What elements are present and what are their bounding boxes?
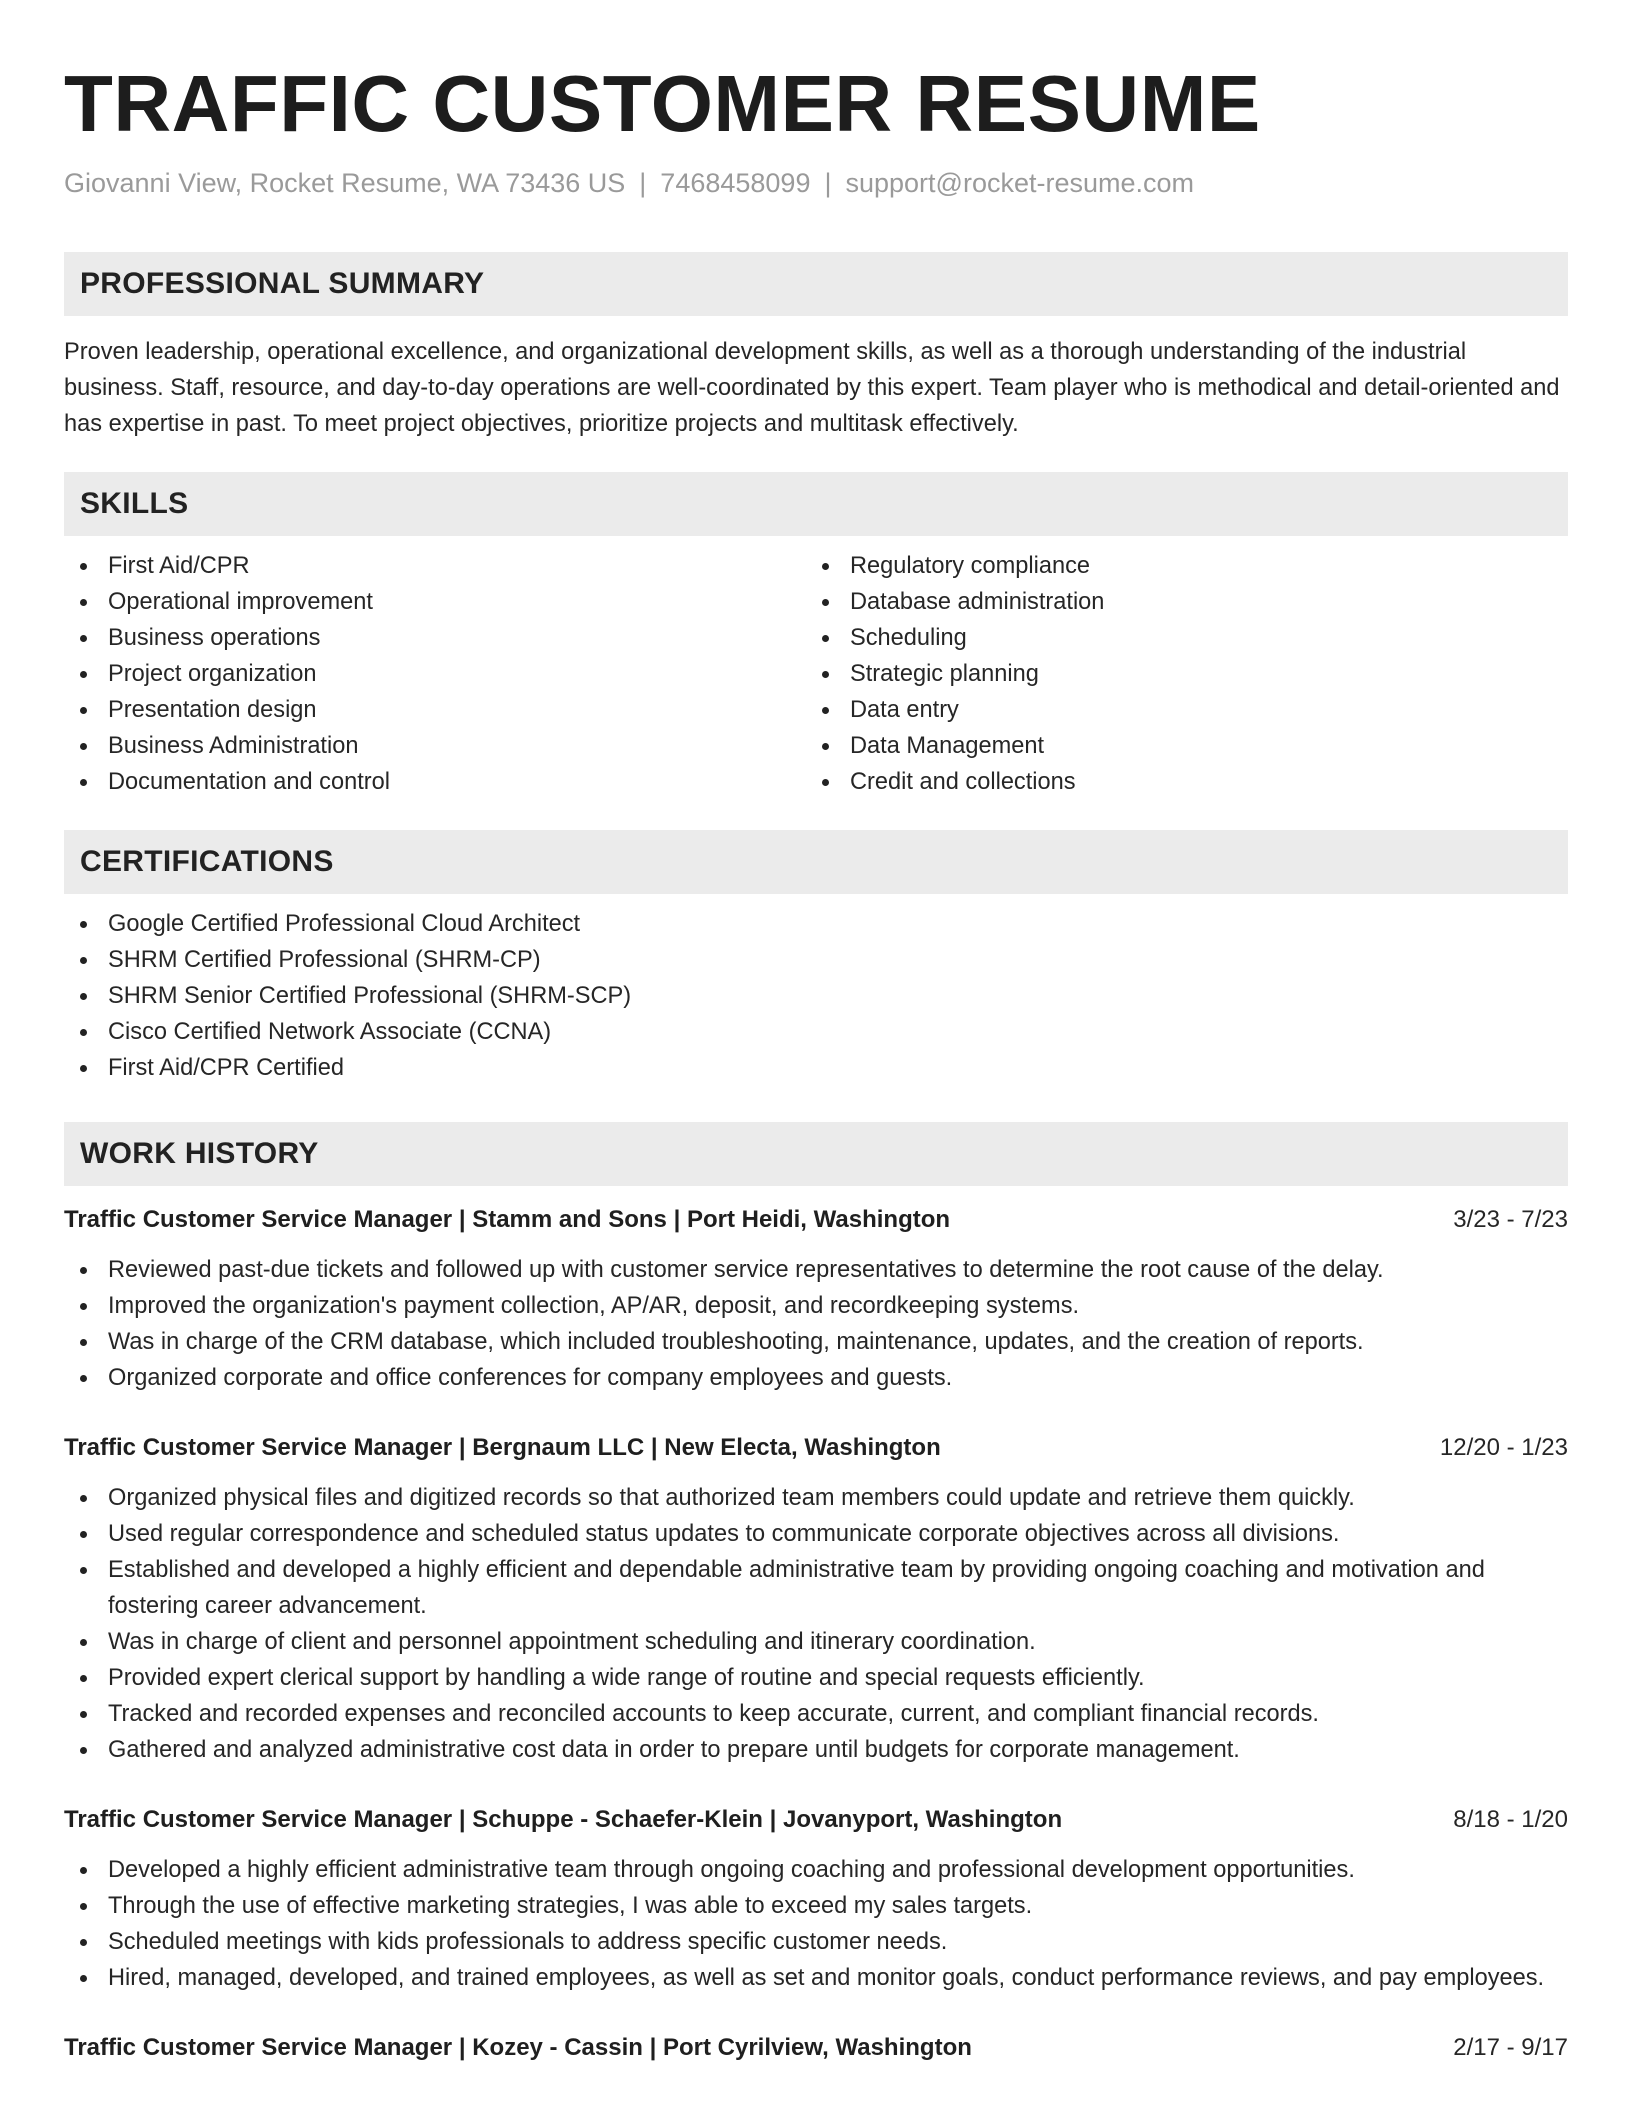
skill-item: Project organization: [64, 656, 806, 692]
job-entry: [64, 1430, 1568, 1768]
job-dates: 8/18 - 1/20: [1453, 1806, 1568, 1833]
skill-item: Regulatory compliance: [806, 548, 1548, 584]
summary-text: Proven leadership, operational excellence, and organizational development skills, as well as a thorough understanding of the industrial business. Staff, resource, and day-to-day operations are well-coordinated by this expert. Team player who is methodical and detail-oriented and has expertise in past. To meet project objectives, prioritize projects and multitask effectively.: [64, 339, 1560, 437]
job-dates: 3/23 - 7/23: [1453, 1206, 1568, 1233]
job-bullet-list: [64, 1852, 1568, 1996]
job-header: [64, 1202, 1568, 1238]
job-bullet: Through the use of effective marketing strategies, I was able to exceed my sales targets.: [64, 1888, 1568, 1924]
job-bullet: Provided expert clerical support by handling a wide range of routine and special requests efficiently.: [64, 1660, 1568, 1696]
skill-item: First Aid/CPR: [64, 548, 806, 584]
job-bullet-list: [64, 1480, 1568, 1768]
section-heading-work-history: WORK HISTORY: [64, 1122, 1568, 1186]
job-bullet: Tracked and recorded expenses and reconciled accounts to keep accurate, current, and compliant financial records.: [64, 1696, 1568, 1732]
certification-item: SHRM Certified Professional (SHRM-CP): [64, 942, 1568, 978]
skill-item: Data entry: [806, 692, 1548, 728]
job-bullet-list: [64, 1252, 1568, 1396]
resume-title: TRAFFIC CUSTOMER RESUME: [64, 59, 1261, 148]
section-heading-summary: PROFESSIONAL SUMMARY: [64, 252, 1568, 316]
section-heading-certifications: CERTIFICATIONS: [64, 830, 1568, 894]
contact-address: Giovanni View, Rocket Resume, WA 73436 US: [64, 168, 626, 198]
job-title: Traffic Customer Service Manager | Kozey - Cassin | Port Cyrilview, Washington: [64, 2034, 972, 2061]
job-bullet: Used regular correspondence and scheduled status updates to communicate corporate objectives across all divisions.: [64, 1516, 1568, 1552]
job-header: [64, 2030, 1568, 2066]
certification-item: Google Certified Professional Cloud Architect: [64, 906, 1568, 942]
job-bullet: Established and developed a highly efficient and dependable administrative team by providing ongoing coaching and motivation and fostering career advancement.: [64, 1552, 1568, 1624]
job-bullet: Was in charge of client and personnel appointment scheduling and itinerary coordination.: [64, 1624, 1568, 1660]
job-header: [64, 1430, 1568, 1466]
job-header: [64, 1802, 1568, 1838]
skills-grid: [64, 548, 1568, 800]
contact-phone: 7468458099: [660, 168, 811, 198]
certification-item: First Aid/CPR Certified: [64, 1050, 1568, 1086]
job-bullet: Scheduled meetings with kids professionals to address specific customer needs.: [64, 1924, 1568, 1960]
skills-list-right: [806, 548, 1548, 800]
job-dates: 2/17 - 9/17: [1453, 2034, 1568, 2061]
skill-item: Business operations: [64, 620, 806, 656]
skill-item: Credit and collections: [806, 764, 1548, 800]
contact-separator: |: [824, 168, 832, 198]
contact-separator: |: [639, 168, 647, 198]
contact-email: support@rocket-resume.com: [845, 168, 1195, 198]
skill-item: Scheduling: [806, 620, 1548, 656]
job-bullet: Reviewed past-due tickets and followed up with customer service representatives to determine the root cause of the delay.: [64, 1252, 1568, 1288]
job-bullet: Improved the organization's payment collection, AP/AR, deposit, and recordkeeping systems.: [64, 1288, 1568, 1324]
skill-item: Presentation design: [64, 692, 806, 728]
skill-item: Documentation and control: [64, 764, 806, 800]
section-heading-skills: SKILLS: [64, 472, 1568, 536]
skill-item: Business Administration: [64, 728, 806, 764]
skill-item: Database administration: [806, 584, 1548, 620]
job-bullet: Hired, managed, developed, and trained employees, as well as set and monitor goals, conduct performance reviews, and pay employees.: [64, 1960, 1568, 1996]
job-bullet: Gathered and analyzed administrative cost data in order to prepare until budgets for corporate management.: [64, 1732, 1568, 1768]
job-title: Traffic Customer Service Manager | Stamm and Sons | Port Heidi, Washington: [64, 1206, 951, 1233]
job-bullet: Organized corporate and office conferences for company employees and guests.: [64, 1360, 1568, 1396]
job-bullet: Developed a highly efficient administrative team through ongoing coaching and professional development opportunities.: [64, 1852, 1568, 1888]
job-bullet: Was in charge of the CRM database, which included troubleshooting, maintenance, updates, and the creation of reports.: [64, 1324, 1568, 1360]
job-bullet: Organized physical files and digitized records so that authorized team members could update and retrieve them quickly.: [64, 1480, 1568, 1516]
job-entry: [64, 1802, 1568, 1996]
certifications-list: [64, 906, 1568, 1086]
job-title: Traffic Customer Service Manager | Schuppe - Schaefer-Klein | Jovanyport, Washington: [64, 1806, 1063, 1833]
job-entry: [64, 2030, 1568, 2066]
certification-item: SHRM Senior Certified Professional (SHRM-SCP): [64, 978, 1568, 1014]
job-title: Traffic Customer Service Manager | Bergnaum LLC | New Electa, Washington: [64, 1434, 941, 1461]
skills-list-left: [64, 548, 806, 800]
certification-item: Cisco Certified Network Associate (CCNA): [64, 1014, 1568, 1050]
contact-line: [64, 166, 1568, 200]
job-entry: [64, 1202, 1568, 1396]
resume-page: [64, 0, 1568, 2066]
skill-item: Operational improvement: [64, 584, 806, 620]
job-dates: 12/20 - 1/23: [1439, 1434, 1568, 1461]
skill-item: Data Management: [806, 728, 1548, 764]
skill-item: Strategic planning: [806, 656, 1548, 692]
